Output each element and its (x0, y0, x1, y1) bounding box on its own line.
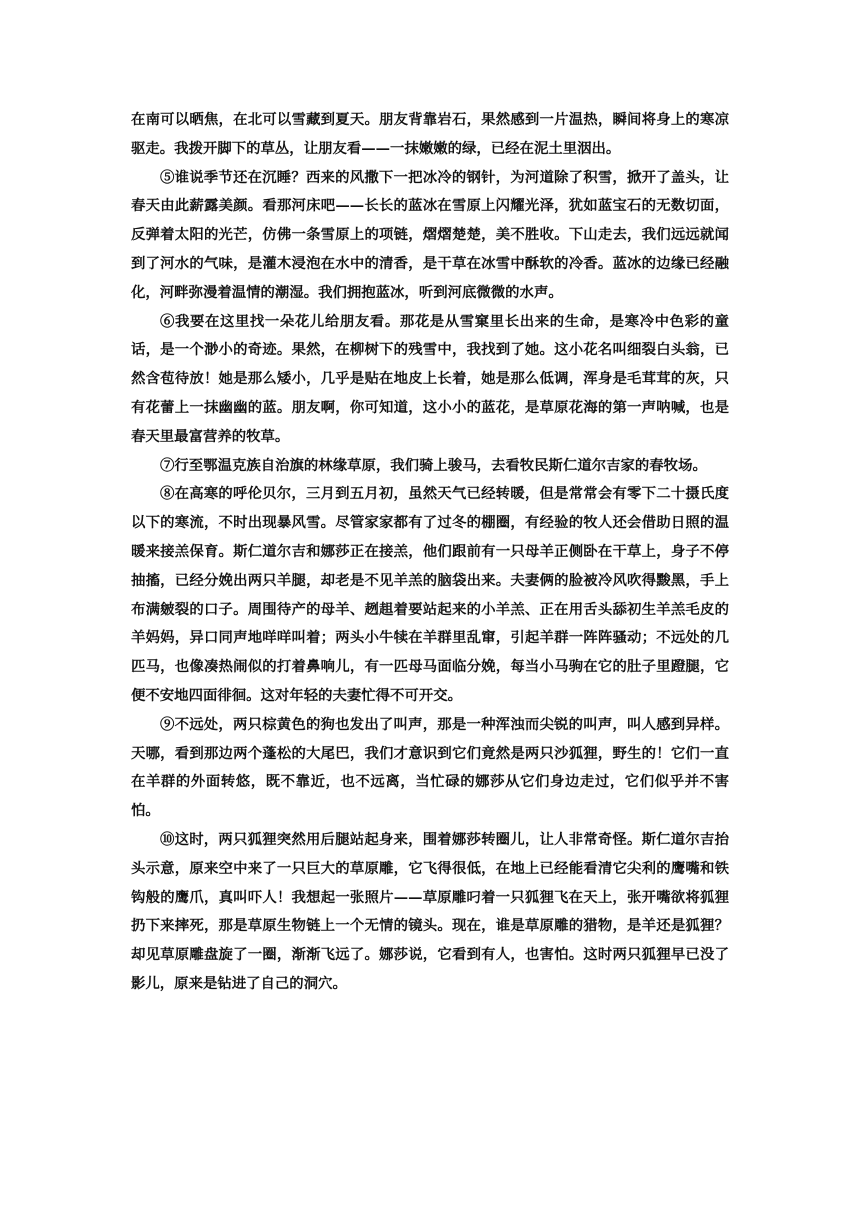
paragraph-10: ⑩这时，两只狐狸突然用后腿站起身来，围着娜莎转圈儿，让人非常奇怪。斯仁道尔吉抬头示意，原来空中来了一只巨大的草原雕，它飞得很低，在地上已经能看清它尖利的鹰嘴和铁钩般的鹰爪，真叫吓人！我想起一张照片——草原雕叼着一只狐狸飞在天上，张开嘴欲将狐狸扔下来摔死，那是草原生物链上一个无情的镜头。现在，谁是草原雕的猎物，是羊还是狐狸？却见草原雕盘旋了一圈，渐渐飞远了。娜莎说，它看到有人，也害怕。这时两只狐狸早已没了影儿，原来是钻进了自己的洞穴。 (131, 830, 729, 992)
paragraph-5: ⑤谁说季节还在沉睡？西来的风撒下一把冰冷的钢针，为河道除了积雪，掀开了盖头，让春天由此薪露美颜。看那河床吧——长长的蓝冰在雪原上闪耀光泽，犹如蓝宝石的无数切面，反弹着太阳的光芒，仿佛一条雪原上的项链，熠熠楚楚，美不胜收。下山走去，我们远远就闻到了河水的气味，是灌木浸泡在水中的清香，是干草在冰雪中酥软的冷香。蓝冰的边缘已经融化，河畔弥漫着温情的潮湿。我们拥抱蓝冰，听到河底微微的水声。 (131, 168, 729, 301)
paragraph-6: ⑥我要在这里找一朵花儿给朋友看。那花是从雪窠里长出来的生命，是寒冷中色彩的童话，是一个渺小的奇迹。果然，在柳树下的残雪中，我找到了她。这小花名叫细裂白头翁，已然含苞待放！她是那么矮小，几乎是贴在地皮上长着，她是那么低调，浑身是毛茸茸的灰，只有花蕾上一抹幽幽的蓝。朋友啊，你可知道，这小小的蓝花，是草原花海的第一声呐喊，也是春天里最富营养的牧草。 (131, 312, 729, 445)
paragraph-7: ⑦行至鄂温克族自治旗的林缘草原，我们骑上骏马，去看牧民斯仁道尔吉家的春牧场。 (160, 456, 707, 474)
article-body (131, 106, 729, 999)
paragraph-8: ⑧在高寒的呼伦贝尔，三月到五月初，虽然天气已经转暖，但是常常会有零下二十摄氏度以下的寒流，不时出现暴风雪。尽管家家都有了过冬的棚圈，有经验的牧人还会借助日照的温暖来接羔保育。斯仁道尔吉和娜莎正在接羔，他们跟前有一只母羊正侧卧在干草上，身子不停抽搐，已经分娩出两只羊腿，却老是不见羊羔的脑袋出来。夫妻俩的脸被冷风吹得黢黑，手上布满皴裂的口子。周围待产的母羊、趔趄着要站起来的小羊羔、正在用舌头舔初生羊羔毛皮的羊妈妈，异口同声地咩咩叫着；两头小牛犊在羊群里乱窜，引起羊群一阵阵骚动；不远处的几匹马，也像凑热闹似的打着鼻响儿，有一匹母马面临分娩，每当小马驹在它的肚子里蹬腿，它便不安地四面徘徊。这对年轻的夫妻忙得不可开交。 (131, 485, 729, 704)
paragraph-continuation: 在南可以晒焦，在北可以雪藏到夏天。朋友背靠岩石，果然感到一片温热，瞬间将身上的寒凉驱走。我拨开脚下的草丛，让朋友看——一抹嫩嫩的绿，已经在泥土里洇出。 (131, 111, 729, 157)
paragraph-9: ⑨不远处，两只棕黄色的狗也发出了叫声，那是一种浑浊而尖锐的叫声，叫人感到异样。天哪，看到那边两个蓬松的大尾巴，我们才意识到它们竟然是两只沙狐狸，野生的！它们一直在羊群的外面转悠，既不靠近，也不远离，当忙碌的娜莎从它们身边走过，它们似乎并不害怕。 (131, 715, 729, 820)
